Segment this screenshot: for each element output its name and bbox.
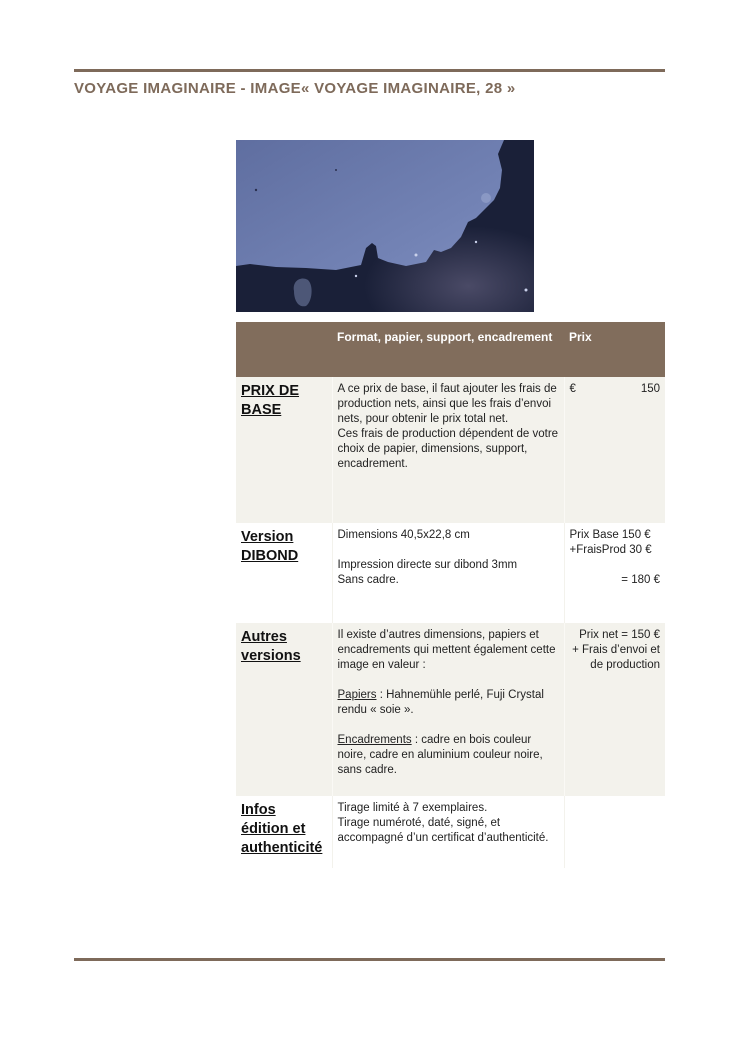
papers-text: : Hahnemühle perlé, Fuji Crystal rendu « soie ».	[337, 689, 544, 716]
base-price-amount: 150	[640, 383, 660, 395]
top-divider	[74, 69, 665, 72]
base-price-note: Ces frais de production dépendent de votre choix de papier, dimensions, support, encadrement.	[337, 428, 559, 470]
artwork-image	[236, 140, 534, 312]
dibond-print-type: Impression directe sur dibond 3mm	[337, 559, 518, 571]
papers-label: Papiers	[337, 689, 377, 701]
table-row-dibond	[236, 523, 665, 623]
other-versions-price: Prix net = 150 € + Frais d’envoi et de production	[572, 629, 660, 671]
dibond-frame: Sans cadre.	[337, 574, 399, 586]
page-title: VOYAGE IMAGINAIRE - IMAGE« VOYAGE IMAGINAIRE, 28 »	[74, 80, 516, 97]
table-row-base-price	[236, 377, 665, 523]
artwork-illustration	[236, 140, 534, 312]
row-label-edition-info: Infos édition et authenticité	[241, 802, 323, 856]
table-row-other-versions	[236, 623, 665, 796]
base-price-description: A ce prix de base, il faut ajouter les frais de production nets, ainsi que les frais d’envoi nets, pour obtenir le prix total net.	[337, 383, 557, 425]
papers-info	[338, 688, 559, 718]
dibond-base-price: Prix Base 150 €	[569, 529, 651, 541]
dibond-production-fee: +FraisProd 30 €	[569, 544, 652, 556]
base-price-value	[570, 382, 661, 397]
column-header-label	[236, 322, 332, 377]
row-label-dibond: Version DIBOND	[241, 529, 299, 564]
column-header-price: Prix	[564, 322, 665, 377]
column-header-format: Format, papier, support, encadrement	[332, 322, 564, 377]
dibond-total-price: = 180 €	[621, 574, 660, 586]
frames-info	[338, 733, 559, 778]
table-row-edition-info	[236, 796, 665, 868]
frames-text: : cadre en bois couleur noire, cadre en aluminium couleur noire, sans cadre.	[337, 734, 543, 776]
pricing-table	[236, 322, 665, 868]
frames-label: Encadrements	[337, 734, 412, 746]
edition-certificate: Tirage numéroté, daté, signé, et accompagné d’un certificat d’authenticité.	[337, 817, 549, 844]
other-versions-intro: Il existe d’autres dimensions, papiers et encadrements qui mettent également cette image en valeur :	[337, 629, 556, 671]
currency-symbol: €	[569, 383, 576, 395]
bottom-divider	[74, 958, 665, 961]
table-header-row	[236, 322, 665, 377]
row-label-base-price: PRIX DE BASE	[241, 383, 300, 418]
dibond-dimensions: Dimensions 40,5x22,8 cm	[337, 529, 470, 541]
edition-limit: Tirage limité à 7 exemplaires.	[337, 802, 488, 814]
row-label-other-versions: Autres versions	[241, 629, 301, 664]
